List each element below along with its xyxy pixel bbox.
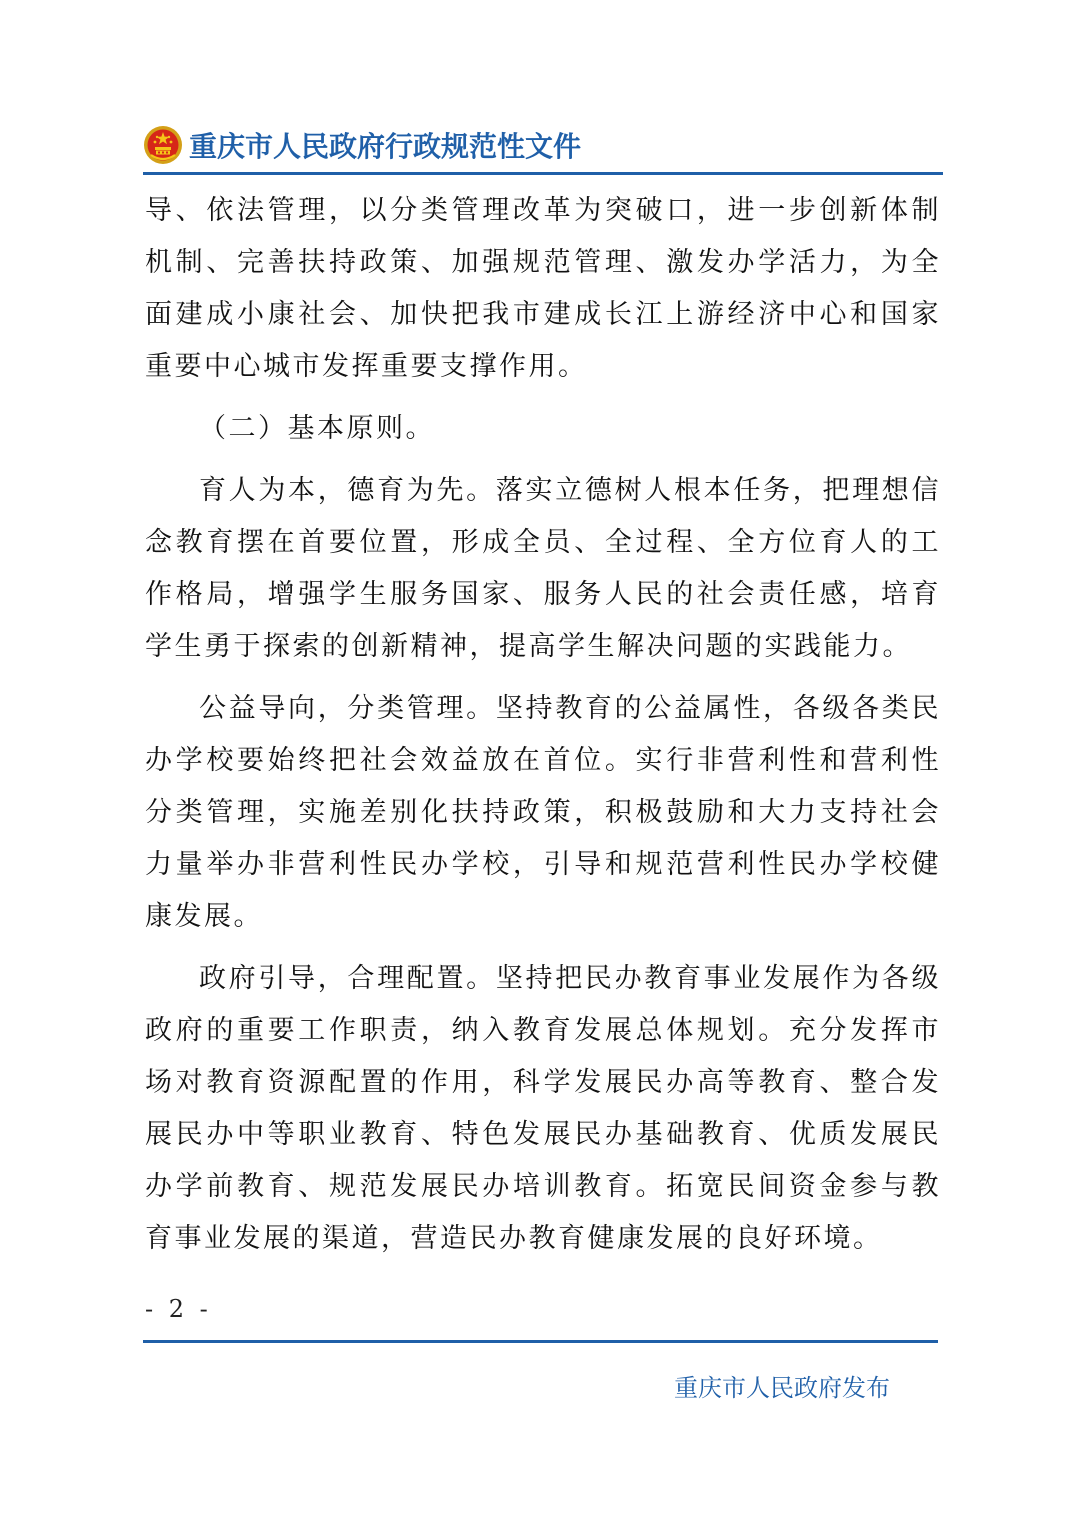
footer-publisher: 重庆市人民政府发布 (674, 1374, 890, 1402)
document-body (145, 185, 941, 1275)
paragraph: 政府引导，合理配置。坚持把民办教育事业发展作为各级政府的重要工作职责，纳入教育发展总体规划。充分发挥市场对教育资源配置的作用，科学发展民办高等教育、整合发展民办中等职业教育、特色发展民办基础教育、优质发展民办学前教育、规范发展民办培训教育。拓宽民间资金参与教育事业发展的渠道，营造民办教育健康发展的良好环境。 (145, 963, 941, 1254)
header-title: 重庆市人民政府行政规范性文件 (189, 130, 582, 163)
paragraph-continuation: 导、依法管理，以分类管理改革为突破口，进一步创新体制机制、完善扶持政策、加强规范管理、激发办学活力，为全面建成小康社会、加快把我市建成长江上游经济中心和国家重要中心城市发挥重要支撑作用。 (145, 195, 941, 382)
paragraph: 公益导向，分类管理。坚持教育的公益属性，各级各类民办学校要始终把社会效益放在首位。实行非营利性和营利性分类管理，实施差别化扶持政策，积极鼓励和大力支持社会力量举办非营利性民办学校，引导和规范营利性民办学校健康发展。 (145, 693, 941, 932)
national-emblem-icon (143, 125, 183, 165)
header-divider (143, 172, 943, 175)
page-number: - 2 - (145, 1295, 212, 1323)
footer-divider (143, 1340, 938, 1343)
paragraph: 育人为本，德育为先。落实立德树人根本任务，把理想信念教育摆在首要位置，形成全员、全过程、全方位育人的工作格局，增强学生服务国家、服务人民的社会责任感，培育学生勇于探索的创新精神，提高学生解决问题的实践能力。 (145, 475, 941, 662)
document-header (143, 122, 943, 168)
section-heading: （二）基本原则。 (199, 413, 435, 444)
